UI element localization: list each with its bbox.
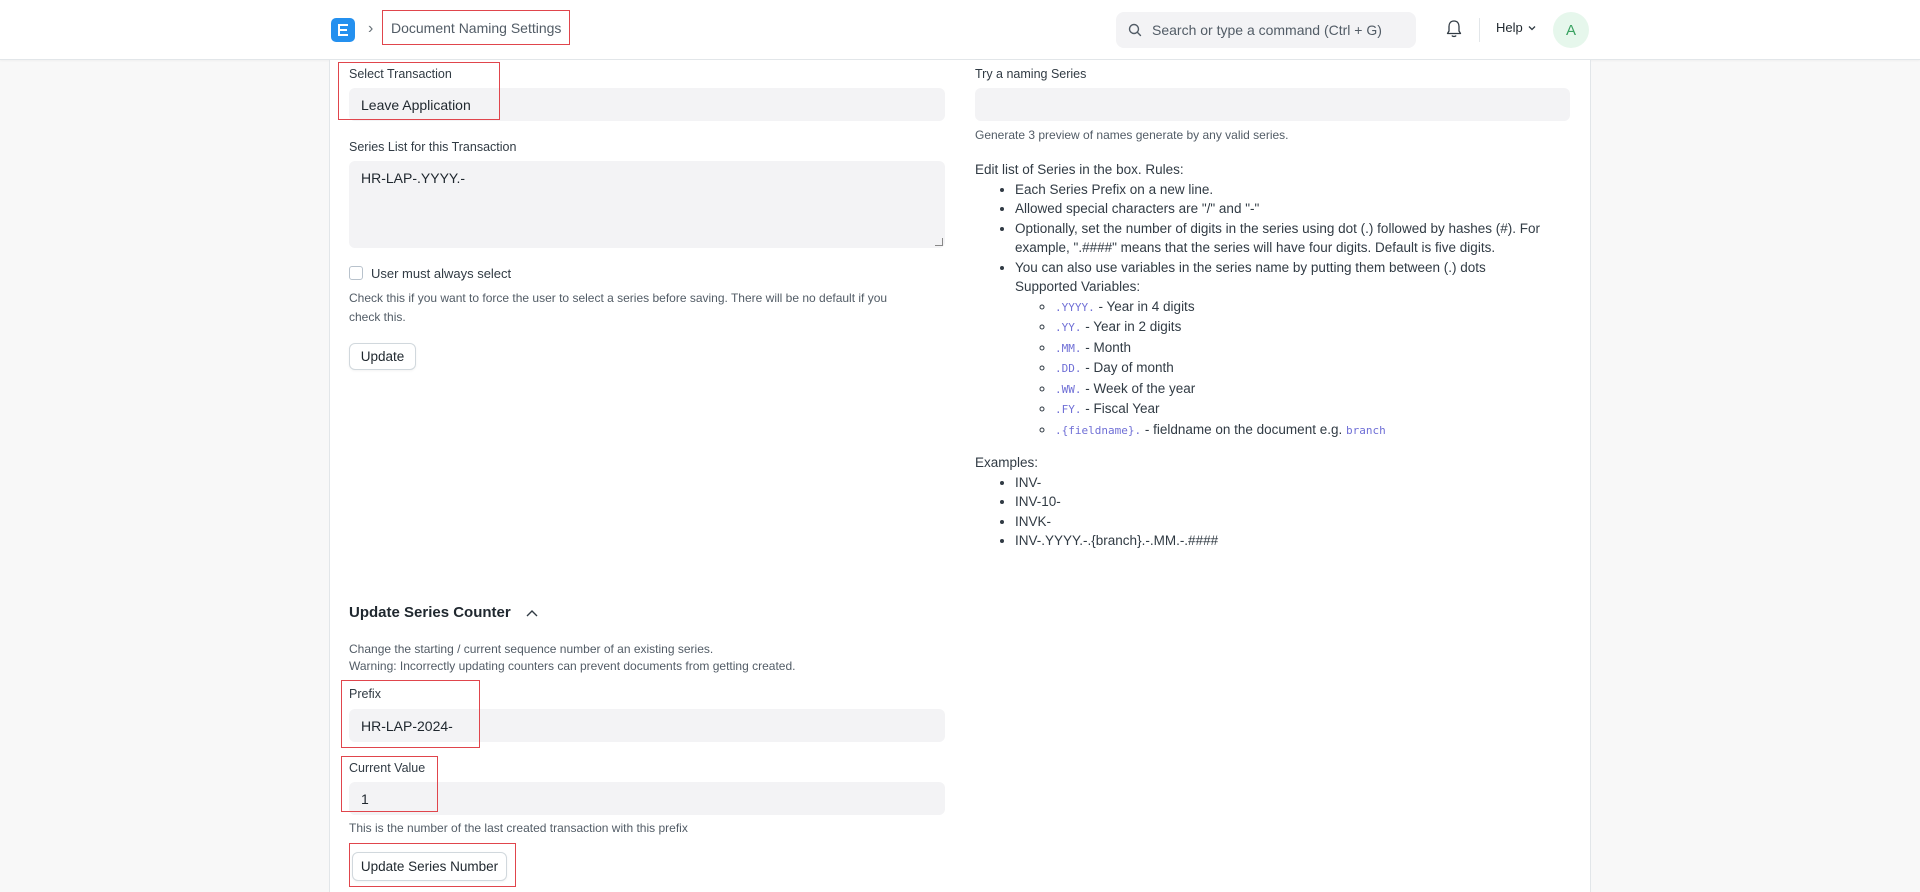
user-avatar[interactable]: A <box>1553 12 1589 48</box>
user-must-select-checkbox[interactable] <box>349 266 363 280</box>
variables-list <box>1015 297 1575 441</box>
examples-label: Examples: <box>975 455 1039 470</box>
resize-handle-icon[interactable] <box>935 238 943 246</box>
user-must-select-label[interactable]: User must always select <box>371 266 512 281</box>
description-line: Check this if you want to force the user to select a series before saving. There will be no default if you <box>349 291 888 305</box>
select-transaction-label: Select Transaction <box>349 67 452 81</box>
counter-section-description <box>349 641 795 675</box>
current-value-label: Current Value <box>349 761 426 775</box>
section-title: Update Series Counter <box>349 604 511 621</box>
variable-item <box>1055 420 1575 441</box>
try-series-input[interactable] <box>975 88 1570 121</box>
try-series-label: Try a naming Series <box>975 67 1087 81</box>
example-item: • INV- <box>1015 473 1575 493</box>
chevron-right-icon: › <box>368 20 374 37</box>
user-must-select-description <box>349 289 949 327</box>
current-value-field[interactable] <box>349 782 945 815</box>
rule-item: • Allowed special characters are "/" and "-" <box>1015 199 1575 219</box>
variable-code: .FY. <box>1055 403 1082 416</box>
rule-text: You can also use variables in the series name by putting them between (.) dots <box>1015 259 1486 275</box>
variable-code: .MM. <box>1055 341 1082 355</box>
prefix-label: Prefix <box>349 687 381 701</box>
select-transaction-value: Leave Application <box>361 96 471 113</box>
navbar <box>0 0 1920 60</box>
variable-code: .{fieldname}. <box>1055 423 1142 437</box>
naming-rules <box>975 160 1575 551</box>
current-value-value: 1 <box>361 790 369 807</box>
variable-desc: - Day of month <box>1081 360 1174 375</box>
series-list-value: HR-LAP-.YYYY.- <box>361 170 465 186</box>
notification-bell-icon[interactable] <box>1445 19 1463 44</box>
variable-item <box>1055 297 1575 318</box>
series-list-textarea[interactable] <box>349 161 945 248</box>
app-logo[interactable] <box>331 18 355 42</box>
breadcrumb-document-naming-settings[interactable]: Document Naming Settings <box>382 10 570 45</box>
variable-code: .YY. <box>1055 321 1082 334</box>
variable-desc: - Fiscal Year <box>1081 401 1160 416</box>
description-line: Change the starting / current sequence number of an existing series. <box>349 642 714 656</box>
chevron-down-icon <box>1527 23 1537 33</box>
update-button[interactable]: Update <box>349 343 416 370</box>
try-series-help: Generate 3 preview of names generate by any valid series. <box>975 128 1289 142</box>
variable-item <box>1055 338 1575 359</box>
rules-intro: Edit list of Series in the box. Rules: <box>975 162 1184 177</box>
variable-item <box>1055 379 1575 400</box>
help-label: Help <box>1496 20 1523 35</box>
search-bar[interactable] <box>1116 12 1416 48</box>
variable-desc: - Week of the year <box>1081 380 1196 396</box>
variable-item <box>1055 358 1575 379</box>
variable-desc: - Year in 4 digits <box>1094 298 1195 314</box>
select-transaction-field[interactable] <box>349 88 945 121</box>
variable-item <box>1055 399 1575 420</box>
rule-item: • Each Series Prefix on a new line. <box>1015 180 1575 200</box>
variable-code: .WW. <box>1055 382 1082 396</box>
description-line: check this. <box>349 310 406 324</box>
rules-list <box>975 180 1575 441</box>
prefix-field[interactable] <box>349 709 945 742</box>
update-series-number-button[interactable]: Update Series Number <box>352 852 507 881</box>
description-line: Warning: Incorrectly updating counters can prevent documents from getting created. <box>349 659 796 673</box>
series-list-label: Series List for this Transaction <box>349 140 517 154</box>
example-item: • INVK- <box>1015 512 1575 532</box>
section-header-update-series-counter[interactable] <box>349 604 539 621</box>
current-value-help: This is the number of the last created transaction with this prefix <box>349 821 688 835</box>
example-item: • INV-10- <box>1015 492 1575 512</box>
variable-example-code: branch <box>1345 423 1386 437</box>
logo-e-icon <box>338 24 348 36</box>
variable-code: .DD. <box>1055 362 1082 375</box>
rule-item <box>1015 258 1575 441</box>
prefix-value: HR-LAP-2024- <box>361 717 453 734</box>
chevron-up-icon[interactable] <box>525 608 539 618</box>
variable-code: .YYYY. <box>1055 300 1095 314</box>
rule-item: • Optionally, set the number of digits in the series using dot (.) followed by hashes (#). For example, ".####" means that the series will have four digits. Default is five digits. <box>1015 219 1575 258</box>
variable-item <box>1055 317 1575 338</box>
search-placeholder: Search or type a command (Ctrl + G) <box>1152 22 1382 38</box>
variable-desc: - Year in 2 digits <box>1081 319 1182 334</box>
supported-variables-label: Supported Variables: <box>1015 279 1141 294</box>
examples-list <box>975 473 1575 551</box>
example-item: • INV-.YYYY.-.{branch}.-.MM.-.#### <box>1015 531 1575 551</box>
help-dropdown[interactable] <box>1496 20 1537 35</box>
variable-desc: - fieldname on the document e.g. <box>1141 421 1346 437</box>
nav-divider <box>1479 18 1480 42</box>
search-icon <box>1128 23 1142 37</box>
variable-desc: - Month <box>1081 339 1132 355</box>
